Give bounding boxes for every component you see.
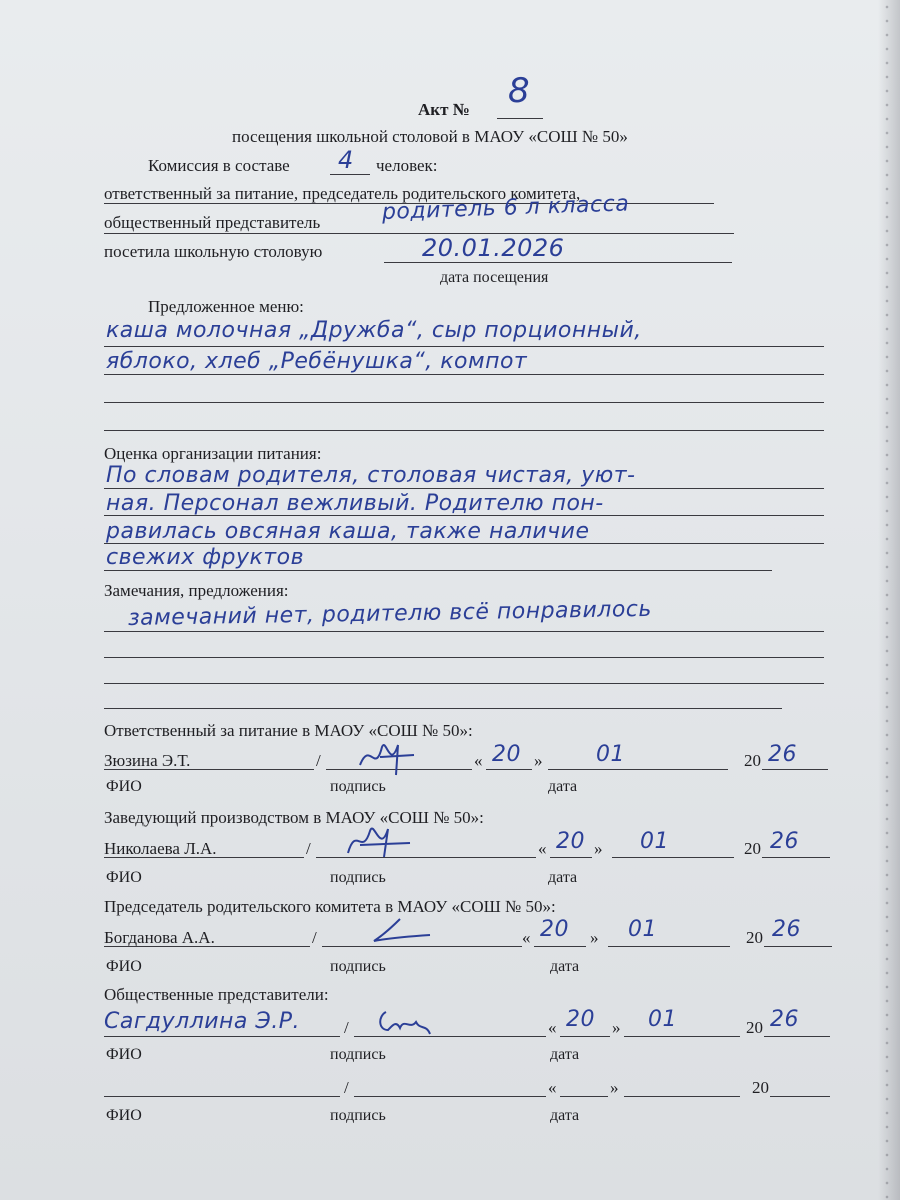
sign-block-3-close-quote: » [590,928,599,947]
menu-label: Предложенное меню: [148,297,304,316]
act-number: 8 [508,71,531,111]
sign-block-5-caption-sign: подпись [330,1107,386,1124]
sign-block-2-fio-line [104,857,304,858]
sign-block-4-title: Общественные представители: [104,985,329,1004]
sign-block-5-fio-line [104,1096,340,1097]
remarks-handwritten-1: замечаний нет, родителю всё понравилось [127,596,653,631]
sign-block-5-open-quote: « [548,1078,557,1097]
sign-block-1-year: 26 [768,742,797,767]
sign-block-3-day-line [534,946,586,947]
evaluation-label: Оценка организации питания: [104,444,322,463]
sign-block-2-fio: Николаева Л.А. [104,839,217,858]
sign-block-2-open-quote: « [538,839,547,858]
sign-block-2-day: 20 [556,829,585,854]
sign-block-1-close-quote: » [534,751,543,770]
commission-members-2: общественный представитель [104,213,321,232]
sign-block-4-slash: / [344,1018,349,1037]
sign-block-3-signature [360,915,440,950]
remarks-line-4 [104,708,782,709]
sign-block-4-month: 01 [648,1007,677,1032]
sign-block-4-close-quote: » [612,1018,621,1037]
sign-block-4-caption-date: дата [550,1046,580,1063]
sign-block-2-year: 26 [770,829,799,854]
act-title: Акт № [418,100,470,119]
evaluation-handwritten-1: По словам родителя, столовая чистая, уют- [106,463,636,488]
sign-block-1-year-prefix: 20 [744,751,761,770]
sign-block-5-month-line [624,1096,740,1097]
remarks-label: Замечания, предложения: [104,581,289,600]
sign-block-2-close-quote: » [594,839,603,858]
sign-block-5-caption-fio: ФИО [106,1107,142,1124]
sign-block-5-close-quote: » [610,1078,619,1097]
sign-block-1-fio-line [104,769,314,770]
sign-block-1-day: 20 [492,742,521,767]
binding-holes [884,0,890,1200]
sign-block-1-month: 01 [596,742,625,767]
sign-block-2-year-prefix: 20 [744,839,761,858]
evaluation-line-1 [104,488,824,489]
sign-block-3-caption-date: дата [550,958,580,975]
sign-block-3-fio: Богданова А.А. [104,928,215,947]
evaluation-handwritten-2: ная. Персонал вежливый. Родителю пон- [106,491,604,516]
sign-block-3-year-line [764,946,832,947]
commission-count-line [330,174,370,175]
sign-block-1-year-line [762,769,828,770]
sign-block-3-caption-fio: ФИО [106,958,142,975]
remarks-line-2 [104,657,824,658]
sign-block-5-year-prefix: 20 [752,1078,769,1097]
visit-date: 20.01.2026 [422,234,565,262]
sign-block-2-caption-sign: подпись [330,869,386,886]
sign-block-4-fio-line [104,1036,340,1037]
sign-block-3-slash: / [312,928,317,947]
sign-block-5-sign-line [354,1096,546,1097]
sign-block-3-fio-line [104,946,310,947]
sign-block-1-caption-sign: подпись [330,778,386,795]
representative-handwritten: родитель 6 л класса [381,191,630,225]
sign-block-4-month-line [624,1036,740,1037]
menu-line-4 [104,430,824,431]
evaluation-handwritten-4: свежих фруктов [106,545,305,570]
sign-block-1-fio: Зюзина Э.Т. [104,751,191,770]
visit-label: посетила школьную столовую [104,242,323,261]
sign-block-1-signature [350,735,420,780]
sign-block-4-fio: Сагдуллина Э.Р. [104,1009,301,1034]
evaluation-line-4 [104,570,772,571]
sign-block-3-year: 26 [772,917,801,942]
commission-members-1: ответственный за питание, председатель родительского комитета, [104,184,581,203]
menu-line-1 [104,346,824,347]
sign-block-3-year-prefix: 20 [746,928,763,947]
sign-block-3-month: 01 [628,917,657,942]
sign-block-5-day-line [560,1096,608,1097]
commission-count: 4 [338,146,354,174]
act-subtitle: посещения школьной столовой в МАОУ «СОШ № 50» [232,127,628,146]
sign-block-2-day-line [550,857,592,858]
menu-line-3 [104,402,824,403]
sign-block-4-day: 20 [566,1007,595,1032]
sign-block-5-caption-date: дата [550,1107,580,1124]
commission-suffix: человек: [376,156,438,175]
menu-line-2 [104,374,824,375]
sign-block-1-day-line [486,769,532,770]
sign-block-4-caption-sign: подпись [330,1046,386,1063]
sign-block-2-caption-fio: ФИО [106,869,142,886]
sign-block-3-title: Председатель родительского комитета в МАОУ «СОШ № 50»: [104,897,556,916]
act-number-line [497,118,543,119]
sign-block-3-month-line [608,946,730,947]
visit-date-line [384,262,732,263]
commission-prefix: Комиссия в составе [148,156,290,175]
sign-block-2-title: Заведующий производством в МАОУ «СОШ № 50»: [104,808,484,827]
sign-block-1-open-quote: « [474,751,483,770]
sign-block-3-open-quote: « [522,928,531,947]
remarks-line-3 [104,683,824,684]
sign-block-2-month: 01 [640,829,669,854]
sign-block-2-month-line [612,857,734,858]
remarks-line-1 [104,631,824,632]
sign-block-1-caption-fio: ФИО [106,778,142,795]
evaluation-handwritten-3: равилась овсяная каша, также наличие [106,519,590,544]
sign-block-2-year-line [762,857,830,858]
sign-block-3-caption-sign: подпись [330,958,386,975]
sign-block-2-slash: / [306,839,311,858]
sign-block-4-day-line [560,1036,610,1037]
sign-block-2-signature [340,815,420,865]
sign-block-2-caption-date: дата [548,869,578,886]
sign-block-1-title: Ответственный за питание в МАОУ «СОШ № 50»: [104,721,473,740]
menu-handwritten-1: каша молочная „Дружба“, сыр порционный, [106,318,642,343]
menu-handwritten-2: яблоко, хлеб „Ребёнушка“, компот [106,349,528,374]
sign-block-1-month-line [548,769,728,770]
sign-block-4-open-quote: « [548,1018,557,1037]
sign-block-5-slash: / [344,1078,349,1097]
members-underline-2 [104,233,734,234]
sign-block-3-day: 20 [540,917,569,942]
sign-block-5-year-line [770,1096,830,1097]
sign-block-4-caption-fio: ФИО [106,1046,142,1063]
visit-date-caption: дата посещения [440,269,549,286]
sign-block-4-signature [372,1004,442,1039]
sign-block-4-year: 26 [770,1007,799,1032]
sign-block-4-year-line [764,1036,830,1037]
sign-block-1-slash: / [316,751,321,770]
sign-block-4-year-prefix: 20 [746,1018,763,1037]
sign-block-1-caption-date: дата [548,778,578,795]
